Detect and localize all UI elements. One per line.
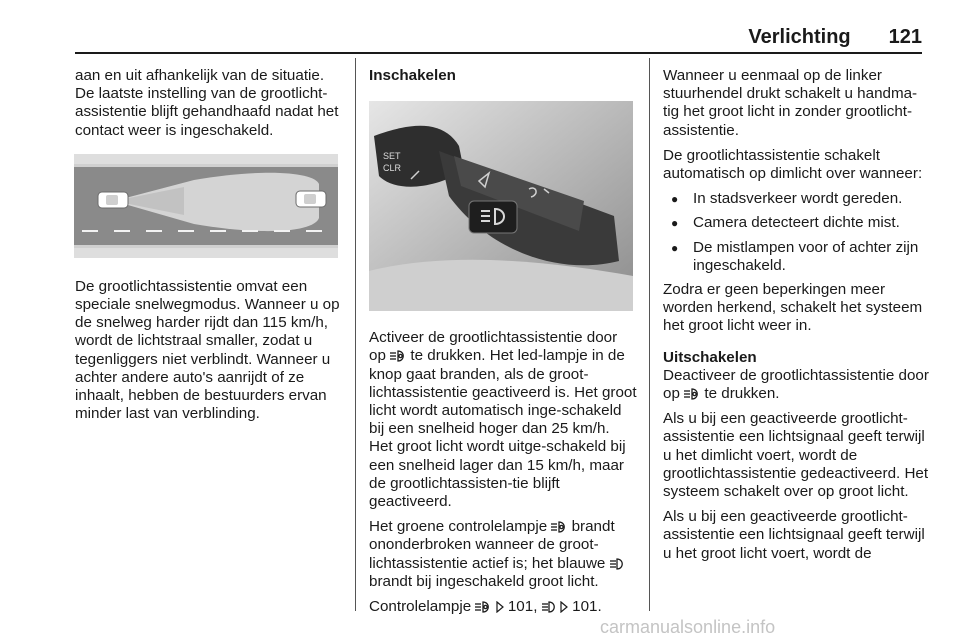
high-beam-assist-icon	[390, 350, 406, 362]
paragraph: Deactiveer de grootlichtassistentie door op te drukken.	[663, 366, 929, 403]
page-reference[interactable]: 101.	[572, 598, 602, 616]
paragraph: Het groene controlelampje brandt ononderbroken wanneer de groot-lichtassistentie actief is; het blauwe brandt bij ingeschakeld groot licht.	[369, 518, 637, 591]
paragraph: De grootlichtassistentie schakelt automatisch op dimlicht over wanneer:	[663, 146, 923, 183]
column-divider-1	[355, 58, 356, 611]
section-heading: Uitschakelen	[663, 348, 757, 366]
high-beam-assist-icon	[684, 388, 700, 400]
oncoming-car-icon	[296, 191, 326, 207]
paragraph: Activeer de grootlichtassistentie door op te drukken. Het led-lampje in de knop gaat branden, als de groot-lichtassistentie geactiveerd is. Het groot licht wordt automatisch inge-schakeld bij een snelheid hoger dan 25 km/h. Het groot licht wordt uitge-schakeld bij een snelheid lager dan 15 km/h, maar de grootlichtassisten-tie blijft geactiveerd.	[369, 329, 637, 511]
car-icon	[98, 192, 128, 208]
column-3	[663, 67, 931, 570]
column-2	[369, 67, 637, 623]
high-beam-assist-button	[469, 201, 517, 233]
column-1	[75, 67, 343, 430]
list-item: ● De mistlampen voor of achter zijn ingeschakeld.	[663, 239, 931, 275]
stalk-switch-photo	[369, 101, 633, 311]
high-beam-assist-icon	[475, 601, 491, 613]
list-item: ● Camera detecteert dichte mist.	[663, 214, 931, 232]
paragraph: Zodra er geen beperkingen meer worden herkend, schakelt het systeem het groot licht weer in.	[663, 281, 923, 335]
watermark: carmanualsonline.info	[600, 617, 776, 637]
paragraph: Als u bij een geactiveerde grootlicht-assistentie een lichtsignaal geeft terwijl u het dimlicht voert, wordt de grootlichtassistentie gedeactiveerd. Het systeem schakelt over op groot licht.	[663, 410, 929, 501]
high-beam-icon	[542, 601, 556, 613]
header-rule	[75, 52, 922, 54]
section-title: Verlichting	[748, 26, 851, 48]
svg-text:CLR: CLR	[383, 163, 402, 174]
highway-beam-illustration	[74, 154, 338, 258]
page-reference-icon	[560, 601, 568, 613]
page-number: 121	[888, 26, 922, 48]
paragraph: Controlelampje 101, 101.	[369, 598, 602, 616]
paragraph: De grootlichtassistentie omvat een speciale snelwegmodus. Wanneer u op de snelweg harder rijdt dan 115 km/h, wordt de lichtstraal smaller, zodat u tegenliggers niet verblindt. Wanneer u achter andere auto's aanrijdt of ze inhaalt, hebben de bestuurders ervan minder last van verblinding.	[75, 277, 340, 423]
section-heading: Inschakelen	[369, 67, 456, 84]
high-beam-assist-icon	[551, 521, 567, 533]
bullet-list	[663, 190, 931, 275]
paragraph: Als u bij een geactiveerde grootlicht-assistentie een lichtsignaal geeft terwijl u het groot licht voert, wordt de	[663, 508, 925, 562]
paragraph: Wanneer u eenmaal op de linker stuurhendel drukt schakelt u handma-tig het groot licht in zonder grootlicht-assistentie.	[663, 67, 918, 139]
paragraph: aan en uit afhankelijk van de situatie. De laatste instelling van de grootlicht-assistentie blijft gehandhaafd nadat het contact weer is ingeschakeld.	[75, 67, 339, 139]
high-beam-icon	[610, 558, 624, 570]
page-header	[748, 26, 922, 49]
column-divider-2	[649, 58, 650, 611]
svg-text:SET: SET	[383, 151, 401, 162]
page-reference-icon	[496, 601, 504, 613]
list-item: ● In stadsverkeer wordt gereden.	[663, 190, 931, 208]
page-reference[interactable]: 101,	[507, 598, 538, 616]
